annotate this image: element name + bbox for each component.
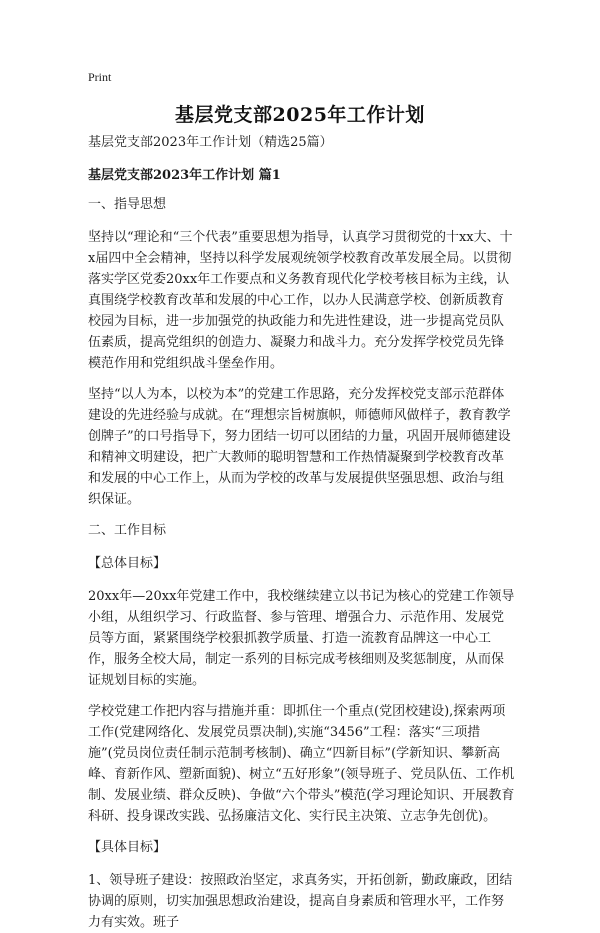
heading-guiding-thought: 一、指导思想 bbox=[88, 197, 167, 212]
document-subtitle: 基层党支部2023年工作计划（精选25篇） bbox=[88, 135, 333, 150]
paragraph-1: 坚持以“理论和“三个代表”重要思想为指导，认真学习贯彻党的十xx大、十x届四中全会精神，坚持以科学发展观统领学校教育改革发展全局。以贯彻落实学区党委20xx年工作要点和义务教育现代化学校考核目标为主线，认真围绕学校教育改革和发展的中心工作，以办人民满意学校、创新质教育校园为目标，进一步加强党的执政能力和先进性建设，进一步提高党员队伍素质，提高党组织的创造力、凝聚力和战斗力。充分发挥学校党员先锋模范作用和党组织战斗堡垒作用。 bbox=[88, 230, 513, 371]
section-title: 基层党支部2023年工作计划 篇1 bbox=[88, 168, 281, 183]
heading-work-goals: 二、工作目标 bbox=[88, 523, 167, 538]
print-label[interactable]: Print bbox=[88, 70, 112, 84]
paragraph-3: 20xx年—20xx年党建工作中，我校继续建立以书记为核心的党建工作领导小组，从组织学习、行政监督、参与管理、增强合力、示范作用、发展党员等方面，紧紧围绕学校狠抓教学质量、打造一流教育品牌这一中心工作，服务全校大局，制定一系列的目标完成考核细则及奖惩制度，从而保证规划目标的实施。 bbox=[88, 589, 515, 688]
paragraph-5: 1、领导班子建设：按照政治坚定，求真务实，开拓创新，勤政廉政，团结协调的原则，切实加强思想政治建设，提高自身素质和管理水平，工作努力有实效。班子 bbox=[88, 873, 513, 930]
paragraph-4: 学校党建工作把内容与措施并重：即抓住一个重点(党团校建设),探索两项工作(党建网络化、发展党员票决制),实施“3456”工程：落实“三项措施”(党员岗位责任制示范制考核制)、确立“四新目标”(学新知识、攀新高峰、育新作风、塑新面貌)、树立“五好形象”(领导班子、党员队伍、工作机制、发展业绩、群众反映)、争做“六个带头”模范(学习理论知识、开展教育科研、投身课改实践、弘扬廉洁文化、实行民主决策、立志争先创优)。 bbox=[88, 704, 515, 824]
bracket-overall-goals: 【总体目标】 bbox=[88, 556, 167, 571]
bracket-specific-goals: 【具体目标】 bbox=[88, 840, 167, 855]
document-body bbox=[88, 132, 516, 930]
document-title: 基层党支部2025年工作计划 bbox=[175, 104, 425, 126]
paragraph-2: 坚持“以人为本，以校为本”的党建工作思路，充分发挥校党支部示范群体建设的先进经验与成就。在“理想宗旨树旗帜，师德师风做样子，教育教学创牌子”的口号指导下，努力团结一切可以团结的力量，巩固开展师德建设和精神文明建设，把广大教师的聪明智慧和工作热情凝聚到学校教育改革和发展的中心工作上，从而为学校的改革与发展提供坚强思想、政治与组织保证。 bbox=[88, 387, 511, 507]
